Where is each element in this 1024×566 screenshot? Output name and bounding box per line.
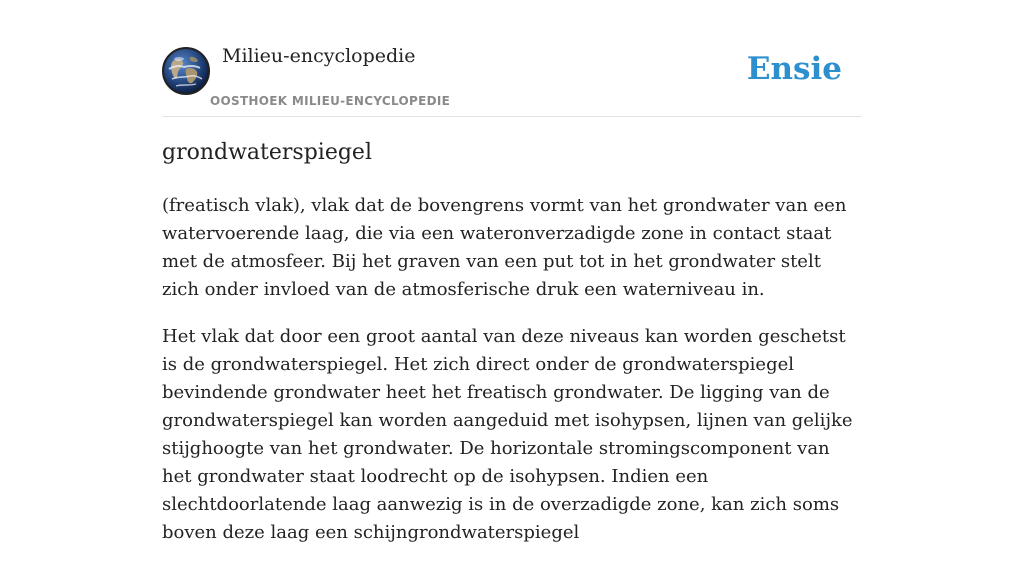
article-title: grondwaterspiegel [162,140,372,165]
brand-logo[interactable]: Ensie [746,51,842,87]
site-header [162,0,862,117]
article-paragraph: Het vlak dat door een groot aantal van deze niveaus kan worden geschetst is de grondwaterspiegel. Het zich direct onder de grondwaterspiegel bevindende grondwater heet het freatisch grondwater. De ligging van de grondwaterspiegel kan worden aangeduid met isohypsen, lijnen van gelijke stijghoogte van het grondwater. De horizontale stromingscomponent van het grondwater staat loodrecht op de isohypsen. Indien een slechtdoorlatende laag aanwezig is in de overzadigde zone, kan zich soms boven deze laag een schijngrondwaterspiegel [162,326,853,543]
earth-globe-icon[interactable] [162,47,210,95]
site-subtitle: OOSTHOEK MILIEU-ENCYCLOPEDIE [210,94,451,108]
article-paragraph: (freatisch vlak), vlak dat de bovengrens vormt van het grondwater van een watervoerende laag, die via een wateronverzadigde zone in contact staat met de atmosfeer. Bij het graven van een put tot in het grondwater stelt zich onder invloed van de atmosferische druk een waterniveau in. [162,195,847,300]
site-name[interactable]: Milieu-encyclopedie [222,45,416,67]
article-body [162,192,862,566]
